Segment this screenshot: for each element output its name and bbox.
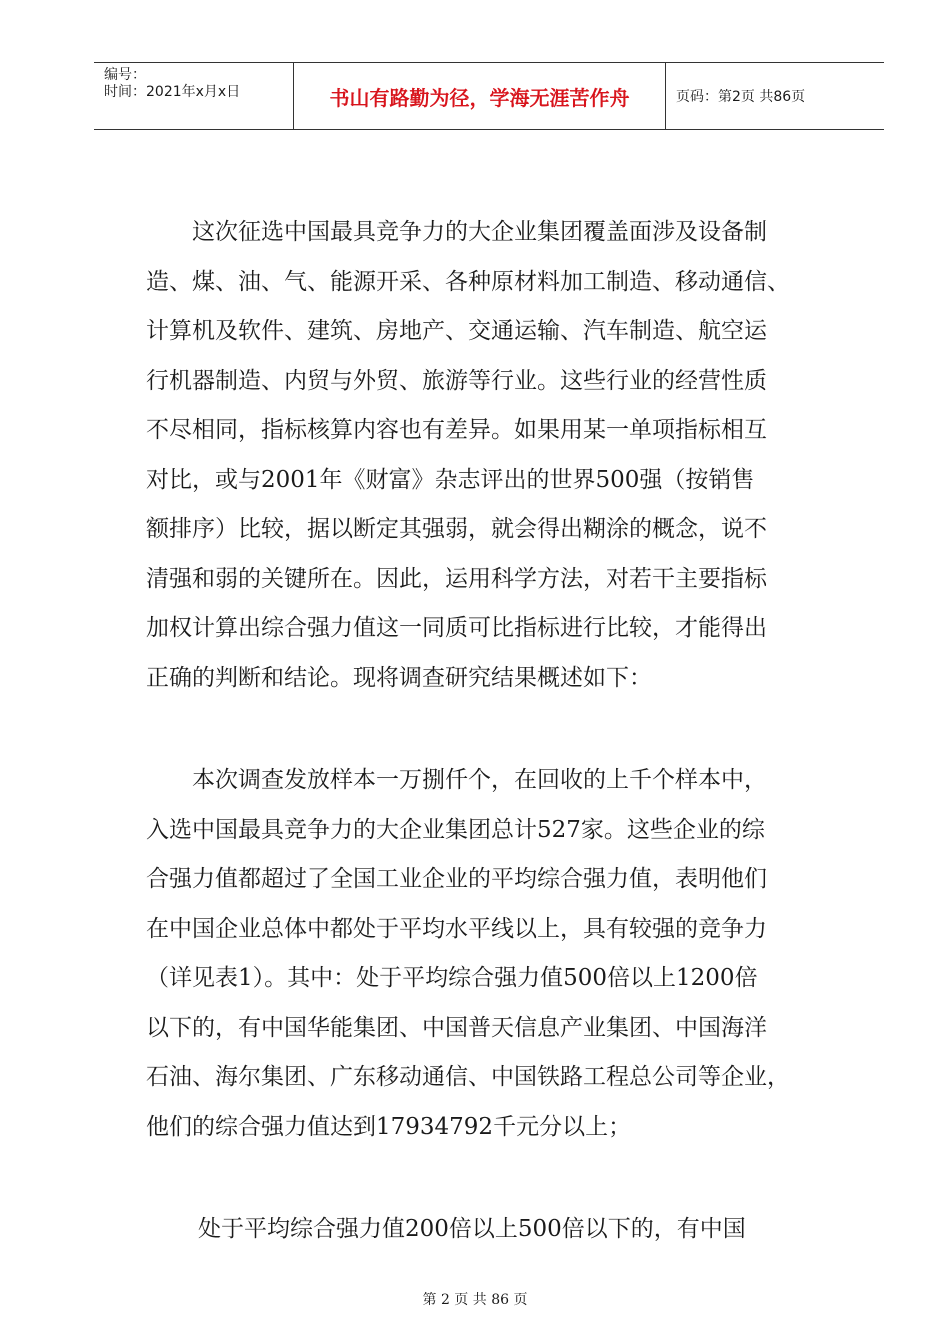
text-line: 清强和弱的关键所在。因此，运用科学方法，对若干主要指标 (146, 565, 767, 592)
text-line: 行机器制造、内贸与外贸、旅游等行业。这些行业的经营性质 (146, 367, 767, 394)
text-line: 对比，或与2001年《财富》杂志评出的世界500强（按销售 (146, 466, 755, 493)
document-time-label: 时间：2021年x月x日 (104, 84, 241, 100)
paragraph-3 (152, 1205, 852, 1255)
text-line: 在中国企业总体中都处于平均水平线以上，具有较强的竞争力 (146, 915, 767, 942)
text-line: 他们的综合强力值达到17934792千元分以上； (146, 1113, 632, 1140)
text-line: 额排序）比较，据以断定其强弱，就会得出糊涂的概念，说不 (146, 516, 767, 542)
text-line: （详见表1）。其中：处于平均综合强力值500倍以上1200倍 (146, 965, 758, 991)
document-number-label: 编号： (104, 67, 146, 83)
text-line: 入选中国最具竞争力的大企业集团总计527家。这些企业的综 (146, 816, 765, 843)
text-line: 不尽相同，指标核算内容也有差异。如果用某一单项指标相互 (146, 417, 767, 443)
text-line: 这次征选中国最具竞争力的大企业集团覆盖面涉及设备制 (146, 219, 767, 245)
text-line: 本次调查发放样本一万捌仟个，在回收的上千个样本中， (146, 767, 767, 793)
text-line: 加权计算出综合强力值这一同质可比指标进行比较，才能得出 (146, 615, 767, 641)
header-page-info: 页码：第2页 共86页 (676, 89, 806, 105)
header-meta (94, 63, 294, 129)
text-line: 正确的判断和结论。现将调查研究结果概述如下： (146, 664, 652, 691)
text-line: 合强力值都超过了全国工业企业的平均综合强力值，表明他们 (146, 866, 767, 892)
text-line: 造、煤、油、气、能源开采、各种原材料加工制造、移动通信、 (146, 268, 790, 295)
text-line: 处于平均综合强力值200倍以上500倍以下的，有中国 (152, 1216, 746, 1242)
text-line: 以下的，有中国华能集团、中国普天信息产业集团、中国海洋 (146, 1014, 767, 1041)
text-line: 计算机及软件、建筑、房地产、交通运输、汽车制造、航空运 (146, 318, 767, 344)
text-line: 石油、海尔集团、广东移动通信、中国铁路工程总公司等企业， (146, 1064, 790, 1090)
header-motto: 书山有路勤为径，学海无涯苦作舟 (294, 63, 666, 129)
paragraph-2 (146, 756, 846, 1152)
page-header (94, 62, 884, 130)
paragraph-1 (146, 208, 846, 703)
page-footer: 第 2 页 共 86 页 (422, 1292, 528, 1308)
